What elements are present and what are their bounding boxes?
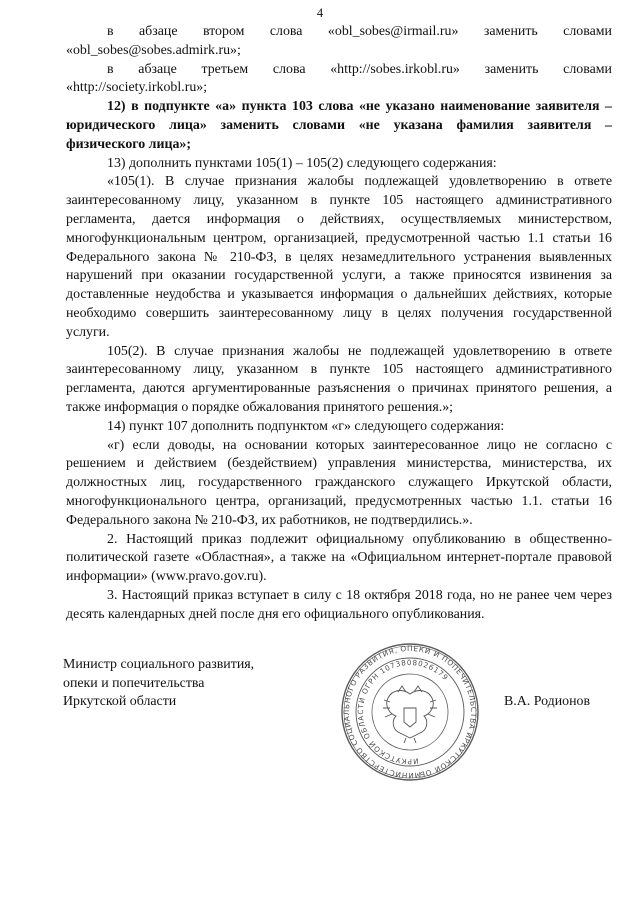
signature-position: [63, 656, 254, 712]
seal-outer-text: МИНИСТЕРСТВО СОЦИАЛЬНОГО РАЗВИТИЯ, ОПЕКИ И ПОПЕЧИТЕЛЬСТВА ИРКУТСКОЙ ОБЛАСТИ: [341, 643, 479, 781]
paragraph-105-1: «105(1). В случае признания жалобы подлежащей удовлетворению в ответе заинтересованному лицу, указанном в пункте 105 настоящего административного регламента, дается информация о действиях, осуществляемых министерством, многофункциональным центром, организацией, предусмотренной частью 1.1 статьи 16 Федерального закона № 210-ФЗ, в целях незамедлительного устранения выявленных нарушений при оказании государственной услуги, а также приносятся извинения за доставленные неудобства и указывается информация о дальнейших действиях, которые необходимо совершить заинтересованному лицу в целях получения государственной услуги.: [66, 174, 612, 340]
coat-of-arms-emblem: [383, 686, 437, 743]
paragraph-item-14: 14) пункт 107 дополнить подпунктом «г» следующего содержания:: [107, 418, 505, 434]
signature-position-line: Министр социального развития,: [63, 657, 255, 672]
signature-position-line: Иркутской области: [63, 694, 177, 710]
paragraph-abzac-3: в абзаце третьем слова «http://sobes.irkobl.ru» заменить словами «http://society.irkobl.ru»;: [66, 61, 612, 96]
official-seal: [340, 642, 480, 782]
paragraph-item-13: 13) дополнить пунктами 105(1) – 105(2) следующего содержания:: [107, 155, 497, 171]
paragraph-105-2: 105(2). В случае признания жалобы не подлежащей удовлетворению в ответе заинтересованному лицу, указанном в пункте 105 настоящего административного регламента, даются аргументированные разъяснения о причинах принятого решения, а также информация о порядке обжалования принятого решения.»;: [66, 343, 612, 415]
page-number: 4: [316, 6, 324, 20]
paragraph-item-12: 12) в подпункте «а» пункта 103 слова «не указано наименование заявителя – юридического лица» заменить словами «не указана фамилия заявителя – физического лица»;: [66, 99, 612, 152]
paragraph-publication: 2. Настоящий приказ подлежит официальному опубликованию в общественно-политической газете «Областная», а также на «Официальном интернет-портале правовой информации» (www.pravo.gov.ru).: [66, 531, 612, 585]
signatory-name: В.А. Родионов: [504, 694, 591, 709]
paragraph-subitem-g: «г) если доводы, на основании которых заинтересованное лицо не согласно с решением и действием (бездействием) управления министерства, министерства, их должностных лиц, государственного гражданского служащего Иркутской области, многофункционального центра, организаций, предусмотренных частью 1.1. статьи 16 Федерального закона № 210-ФЗ, их работников, не подтвердились.».: [66, 437, 612, 528]
paragraph-effective-date: 3. Настоящий приказ вступает в силу с 18 октября 2018 года, но не ранее чем через десять календарных дней после дня его официального опубликования.: [66, 587, 612, 622]
paragraph-abzac-2: в абзаце втором слова «obl_sobes@irmail.ru» заменить словами «obl_sobes@sobes.admirk.ru»;: [66, 24, 612, 58]
document-body: [66, 23, 612, 625]
signature-position-line: опеки и попечительства: [63, 675, 205, 691]
seal-inner-text: ИРКУТСКОЙ ОБЛАСТИ ОГРН 1073808026179: [355, 657, 451, 767]
